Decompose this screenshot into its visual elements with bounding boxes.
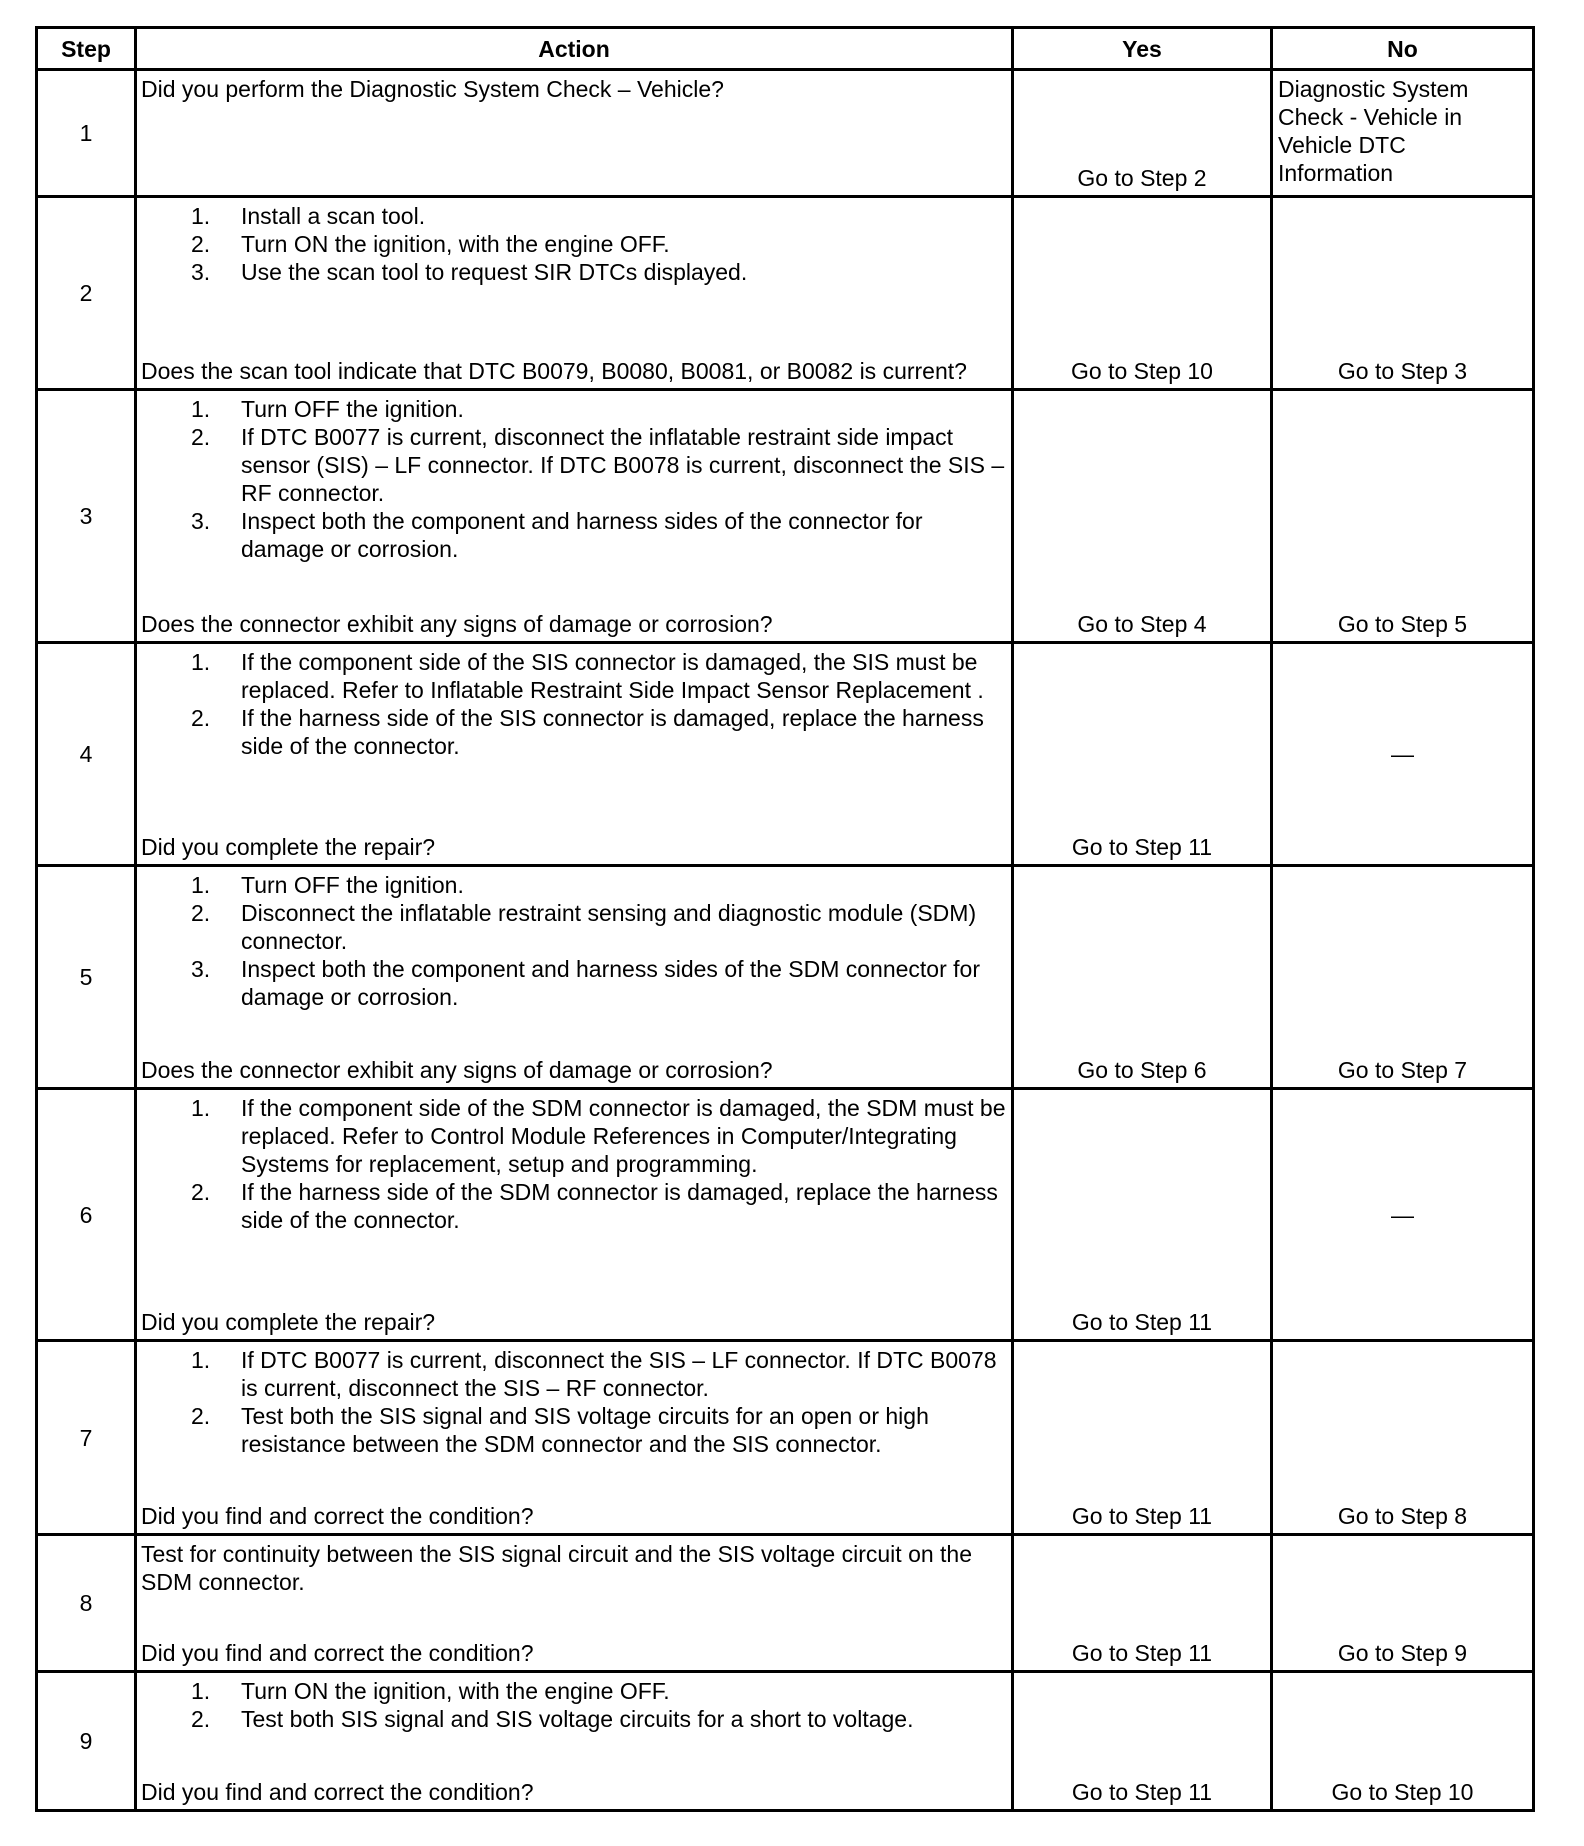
- item-text: Turn OFF the ignition.: [241, 396, 464, 422]
- action-list-item: [141, 1402, 1008, 1458]
- no-result-dash: —: [1273, 644, 1532, 864]
- action-list-item: [141, 423, 1008, 507]
- item-number: 2.: [191, 1706, 211, 1732]
- yes-result: Go to Step 11: [1014, 1673, 1270, 1809]
- no-result: Go to Step 5: [1273, 391, 1532, 641]
- item-text: Use the scan tool to request SIR DTCs displayed.: [241, 259, 748, 285]
- no-result: Go to Step 10: [1273, 1673, 1532, 1809]
- no-result: Go to Step 3: [1273, 198, 1532, 388]
- item-text: If the component side of the SDM connector is damaged, the SDM must be replaced. Refer to Control Module References in Computer/Integrating Systems for replacement, setup and programming.: [241, 1095, 1006, 1177]
- item-text: Install a scan tool.: [241, 203, 426, 229]
- action-list-item: [141, 704, 1008, 760]
- item-number: 2.: [191, 424, 211, 450]
- question-text: Does the connector exhibit any signs of damage or corrosion?: [141, 611, 773, 637]
- item-number: 2.: [191, 1179, 211, 1205]
- action-list-item: [141, 1178, 1008, 1234]
- action-list-item: [141, 258, 1008, 286]
- action-cell: [137, 1342, 1011, 1533]
- action-list: [141, 202, 1008, 286]
- action-cell: [137, 198, 1011, 388]
- action-list: [141, 1346, 1008, 1458]
- item-number: 1.: [191, 872, 211, 898]
- action-list: [141, 1094, 1008, 1234]
- header-action: Action: [137, 29, 1011, 68]
- question-text: Does the scan tool indicate that DTC B0079, B0080, B0081, or B0082 is current?: [141, 358, 967, 384]
- header-yes: Yes: [1014, 29, 1270, 68]
- diagnostic-table: [35, 26, 1535, 1812]
- item-text: Inspect both the component and harness sides of the SDM connector for damage or corrosion.: [241, 956, 980, 1010]
- action-list-item: [141, 1094, 1008, 1178]
- item-text: Test both SIS signal and SIS voltage circuits for a short to voltage.: [241, 1706, 914, 1732]
- action-list-item: [141, 899, 1008, 955]
- item-number: 1.: [191, 1347, 211, 1373]
- yes-result: Go to Step 6: [1014, 867, 1270, 1087]
- header-no: No: [1273, 29, 1532, 68]
- yes-result: Go to Step 11: [1014, 644, 1270, 864]
- item-number: 3.: [191, 508, 211, 534]
- action-list-item: [141, 507, 1008, 563]
- no-result: Go to Step 9: [1273, 1536, 1532, 1670]
- action-cell: [137, 1673, 1011, 1809]
- action-list-item: [141, 955, 1008, 1011]
- item-text: If the component side of the SIS connector is damaged, the SIS must be replaced. Refer to Inflatable Restraint Side Impact Sensor Replacement .: [241, 649, 984, 703]
- yes-result: Go to Step 11: [1014, 1090, 1270, 1339]
- no-result: Go to Step 8: [1273, 1342, 1532, 1533]
- item-number: 1.: [191, 649, 211, 675]
- action-list-item: [141, 871, 1008, 899]
- item-number: 2.: [191, 705, 211, 731]
- step-number: 6: [38, 1090, 134, 1339]
- item-number: 3.: [191, 259, 211, 285]
- step-number: 4: [38, 644, 134, 864]
- action-cell: [137, 867, 1011, 1087]
- yes-result: Go to Step 11: [1014, 1536, 1270, 1670]
- item-number: 1.: [191, 1095, 211, 1121]
- yes-result: Go to Step 10: [1014, 198, 1270, 388]
- item-text: Turn ON the ignition, with the engine OFF.: [241, 1678, 670, 1704]
- intro-text: Did you perform the Diagnostic System Check – Vehicle?: [141, 76, 724, 102]
- item-number: 1.: [191, 1678, 211, 1704]
- question-text: Did you find and correct the condition?: [141, 1640, 534, 1666]
- item-number: 3.: [191, 956, 211, 982]
- header-step: Step: [38, 29, 134, 68]
- item-number: 2.: [191, 1403, 211, 1429]
- step-number: 2: [38, 198, 134, 388]
- step-number: 7: [38, 1342, 134, 1533]
- no-result: Diagnostic System Check - Vehicle in Vehicle DTC Information: [1273, 71, 1532, 195]
- yes-result: Go to Step 4: [1014, 391, 1270, 641]
- action-list-item: [141, 230, 1008, 258]
- action-list-item: [141, 1705, 1008, 1733]
- step-number: 9: [38, 1673, 134, 1809]
- item-text: Disconnect the inflatable restraint sensing and diagnostic module (SDM) connector.: [241, 900, 977, 954]
- no-result: Go to Step 7: [1273, 867, 1532, 1087]
- action-list-item: [141, 395, 1008, 423]
- item-number: 2.: [191, 900, 211, 926]
- question-text: Did you complete the repair?: [141, 1309, 436, 1335]
- item-text: Turn ON the ignition, with the engine OFF.: [241, 231, 670, 257]
- item-text: If the harness side of the SDM connector is damaged, replace the harness side of the connector.: [241, 1179, 998, 1233]
- question-text: Did you find and correct the condition?: [141, 1779, 534, 1805]
- action-cell: [137, 391, 1011, 641]
- action-cell: [137, 1090, 1011, 1339]
- action-list-item: [141, 1677, 1008, 1705]
- action-list: [141, 1677, 1008, 1733]
- action-list-item: [141, 648, 1008, 704]
- item-text: If the harness side of the SIS connector is damaged, replace the harness side of the connector.: [241, 705, 984, 759]
- question-text: Did you complete the repair?: [141, 834, 436, 860]
- item-text: Test both the SIS signal and SIS voltage circuits for an open or high resistance between the SDM connector and the SIS connector.: [241, 1403, 929, 1457]
- step-number: 1: [38, 71, 134, 195]
- item-text: Turn OFF the ignition.: [241, 872, 464, 898]
- action-list: [141, 395, 1008, 563]
- action-list-item: [141, 202, 1008, 230]
- action-cell: [137, 1536, 1011, 1670]
- action-cell: [137, 71, 1011, 195]
- item-text: If DTC B0077 is current, disconnect the inflatable restraint side impact sensor (SIS) – LF connector. If DTC B0078 is current, disconnect the SIS – RF connector.: [241, 424, 1005, 506]
- item-number: 2.: [191, 231, 211, 257]
- action-list: [141, 648, 1008, 760]
- question-text: Does the connector exhibit any signs of damage or corrosion?: [141, 1057, 773, 1083]
- item-number: 1.: [191, 203, 211, 229]
- intro-text: Test for continuity between the SIS signal circuit and the SIS voltage circuit on the SDM connector.: [141, 1541, 973, 1595]
- question-text: Did you find and correct the condition?: [141, 1503, 534, 1529]
- yes-result: Go to Step 11: [1014, 1342, 1270, 1533]
- item-number: 1.: [191, 396, 211, 422]
- action-list: [141, 871, 1008, 1011]
- item-text: If DTC B0077 is current, disconnect the SIS – LF connector. If DTC B0078 is current, disconnect the SIS – RF connector.: [241, 1347, 997, 1401]
- action-list-item: [141, 1346, 1008, 1402]
- no-result-dash: —: [1273, 1090, 1532, 1339]
- action-cell: [137, 644, 1011, 864]
- yes-result: Go to Step 2: [1014, 71, 1270, 195]
- step-number: 5: [38, 867, 134, 1087]
- step-number: 3: [38, 391, 134, 641]
- step-number: 8: [38, 1536, 134, 1670]
- item-text: Inspect both the component and harness sides of the connector for damage or corrosion.: [241, 508, 923, 562]
